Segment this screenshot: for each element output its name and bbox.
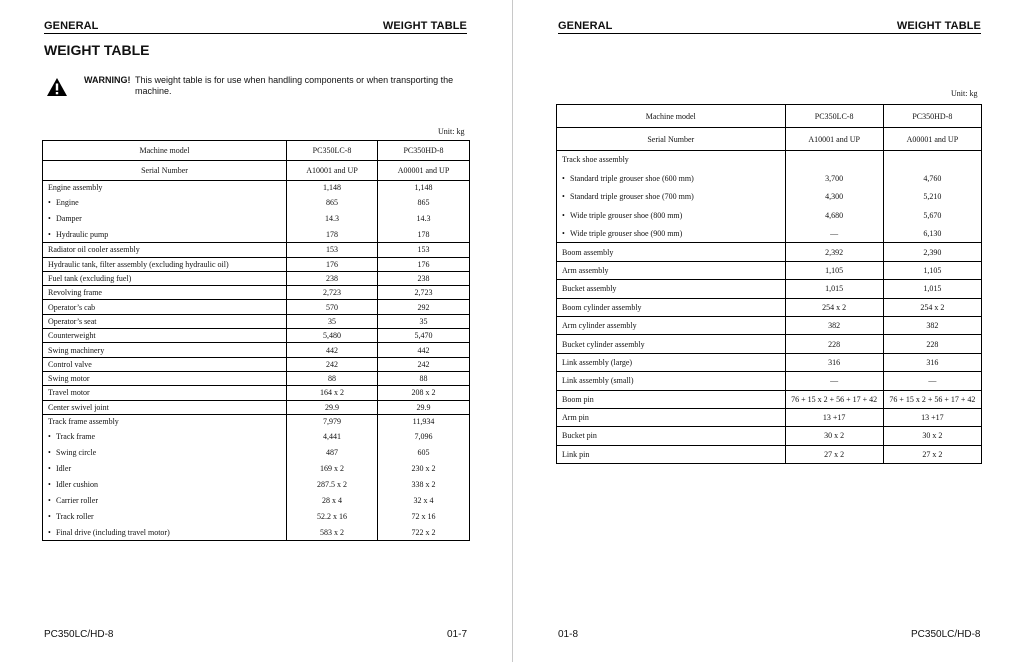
weight-value-cell: 2,390 [883,243,981,261]
weight-value-cell: 7,096 [378,429,470,445]
component-label: Engine [56,198,79,208]
component-cell [43,286,287,300]
component-cell [557,243,786,261]
component-label: Arm assembly [562,265,609,275]
component-label: Bucket pin [562,431,597,441]
table-header-row [557,105,982,128]
weight-value-cell: 14.3 [378,211,470,227]
weight-value-cell: 382 [785,316,883,334]
weight-value-cell: 242 [287,357,378,371]
weight-value-cell: 30 x 2 [883,427,981,445]
component-cell [43,414,287,428]
weight-value-cell: 7,979 [287,414,378,428]
component-cell [43,509,287,525]
component-cell [557,261,786,279]
component-label: Hydraulic pump [56,230,109,240]
weight-value-cell: — [785,224,883,243]
component-cell [43,329,287,343]
component-label: Track frame assembly [48,417,119,427]
component-label: Arm cylinder assembly [562,321,637,331]
weight-value-cell: 6,130 [883,224,981,243]
bullet-icon: • [562,173,565,183]
component-cell [43,195,287,211]
component-label: Link assembly (small) [562,376,634,386]
component-cell [43,493,287,509]
component-cell [43,211,287,227]
component-label: Damper [56,214,82,224]
weight-value-cell: 442 [287,343,378,357]
table-row [557,316,982,334]
weight-value-cell: 865 [287,195,378,211]
weight-value-cell: 169 x 2 [287,461,378,477]
table-header-cell: Serial Number [43,161,287,181]
table-header-cell: A10001 and UP [287,161,378,181]
component-label: Track frame [56,432,96,442]
warning-icon [46,77,68,97]
component-label: Counterweight [48,331,96,341]
component-cell [557,372,786,390]
component-label: Boom pin [562,394,594,404]
component-cell [557,169,786,188]
component-cell [43,314,287,328]
component-cell [43,371,287,385]
component-cell [557,224,786,243]
component-cell [557,151,786,169]
component-label: Engine assembly [48,183,103,193]
component-label: Boom cylinder assembly [562,302,642,312]
table-row [43,461,470,477]
weight-value-cell: 176 [378,257,470,271]
weight-value-cell: 228 [785,335,883,353]
table-row [43,286,470,300]
component-label: Bucket assembly [562,284,617,294]
weight-value-cell: 76 + 15 x 2 + 56 + 17 + 42 [883,390,981,408]
weight-value-cell: 442 [378,343,470,357]
component-cell [557,445,786,463]
component-label: Hydraulic tank, filter assembly (excluding hydraulic oil) [48,259,229,269]
weight-value-cell: 3,700 [785,169,883,188]
weight-value-cell: 13 +17 [785,408,883,426]
component-cell [557,316,786,334]
table-header-cell: A00001 and UP [883,128,981,151]
component-label: Swing motor [48,374,90,384]
table-header-cell: A10001 and UP [785,128,883,151]
table-row [43,477,470,493]
component-label: Travel motor [48,388,90,398]
page-title: WEIGHT TABLE [44,42,150,58]
weight-value-cell: 27 x 2 [883,445,981,463]
weight-value-cell: 164 x 2 [287,386,378,400]
weight-value-cell: 1,015 [883,280,981,298]
bullet-icon: • [48,512,51,522]
weight-value-cell: 382 [883,316,981,334]
table-row [43,357,470,371]
component-label: Fuel tank (excluding fuel) [48,274,132,284]
component-label: Bucket cylinder assembly [562,339,645,349]
table-header-cell: Machine model [43,141,287,161]
bullet-icon: • [48,214,51,224]
component-label: Track shoe assembly [562,155,629,165]
table-row [557,390,982,408]
weight-value-cell: 316 [785,353,883,371]
page-header [558,20,981,34]
header-section: GENERAL [558,20,613,32]
component-label: Swing machinery [48,345,105,355]
table-row [43,329,470,343]
weight-value-cell: 28 x 4 [287,493,378,509]
weight-value-cell: 487 [287,445,378,461]
weight-value-cell: 14.3 [287,211,378,227]
table-header-cell: PC350LC-8 [287,141,378,161]
weight-value-cell: 316 [883,353,981,371]
table-row [557,261,982,279]
bullet-icon: • [48,432,51,442]
table-row [557,408,982,426]
weight-value-cell: 2,723 [378,286,470,300]
footer-page-number: 01-7 [447,629,468,640]
weight-value-cell: 292 [378,300,470,314]
component-label: Swing circle [56,448,97,458]
table-row [43,445,470,461]
weight-value-cell: 583 x 2 [287,525,378,541]
weight-table-left [42,140,470,541]
unit-label: Unit: kg [438,127,465,136]
component-cell [557,427,786,445]
table-row [43,243,470,257]
component-label: Idler [56,464,72,474]
weight-value-cell: 30 x 2 [785,427,883,445]
weight-value-cell: 153 [287,243,378,257]
weight-value-cell: 29.9 [287,400,378,414]
page-header [44,20,467,34]
table-row [557,353,982,371]
weight-value-cell: 176 [287,257,378,271]
table-row [43,509,470,525]
component-label: Track roller [56,512,94,522]
component-cell [557,335,786,353]
component-label: Center swivel joint [48,402,109,412]
table-header-row [43,161,470,181]
component-cell [43,400,287,414]
table-row [43,414,470,428]
table-header-row [557,128,982,151]
table-row [43,181,470,195]
weight-value-cell: 178 [378,227,470,243]
weight-value-cell: 11,934 [378,414,470,428]
table-header-cell: Serial Number [557,128,786,151]
weight-value-cell: 27 x 2 [785,445,883,463]
weight-value-cell: 4,760 [883,169,981,188]
bullet-icon: • [48,527,51,537]
table-row [43,493,470,509]
weight-value-cell: 72 x 16 [378,509,470,525]
bullet-icon: • [48,448,51,458]
table-row [557,372,982,390]
weight-value-cell: 4,441 [287,429,378,445]
weight-value-cell: 5,480 [287,329,378,343]
weight-value-cell: 13 +17 [883,408,981,426]
weight-value-cell: 238 [378,271,470,285]
component-label: Final drive (including travel motor) [56,527,170,537]
component-label: Radiator oil cooler assembly [48,245,140,255]
weight-value-cell: 570 [287,300,378,314]
component-cell [43,525,287,541]
weight-value-cell: 29.9 [378,400,470,414]
component-label: Standard triple grouser shoe (700 mm) [570,192,694,202]
weight-value-cell: 1,148 [287,181,378,195]
weight-value-cell: 35 [378,314,470,328]
component-label: Standard triple grouser shoe (600 mm) [570,173,694,183]
component-label: Arm pin [562,413,589,423]
table-row [43,343,470,357]
component-cell [43,357,287,371]
table-row [557,243,982,261]
bullet-icon: • [562,228,565,238]
component-label: Boom assembly [562,247,614,257]
component-cell [43,271,287,285]
weight-value-cell [785,151,883,169]
weight-value-cell: — [883,372,981,390]
weight-value-cell: 32 x 4 [378,493,470,509]
component-cell [43,343,287,357]
weight-value-cell: 76 + 15 x 2 + 56 + 17 + 42 [785,390,883,408]
component-cell [43,477,287,493]
table-row [43,211,470,227]
component-cell [557,390,786,408]
weight-value-cell: 722 x 2 [378,525,470,541]
weight-value-cell: 88 [287,371,378,385]
table-row [557,427,982,445]
header-topic: WEIGHT TABLE [382,20,467,32]
weight-value-cell: 242 [378,357,470,371]
component-cell [43,243,287,257]
component-cell [43,461,287,477]
table-row [43,400,470,414]
bullet-icon: • [48,198,51,208]
weight-value-cell: — [785,372,883,390]
component-cell [557,353,786,371]
component-cell [557,298,786,316]
table-row [557,187,982,206]
table-header-cell: Machine model [557,105,786,128]
header-topic: WEIGHT TABLE [896,20,981,32]
warning-label: WARNING! [84,75,131,85]
table-row [43,257,470,271]
weight-table-right [556,104,982,464]
bullet-icon: • [48,464,51,474]
table-header-cell: PC350LC-8 [785,105,883,128]
component-cell [43,386,287,400]
weight-value-cell: 2,723 [287,286,378,300]
weight-value-cell: 4,680 [785,206,883,225]
table-row [557,151,982,169]
warning-text: This weight table is for use when handling components or when transporting the machine. [135,75,454,96]
component-cell [43,181,287,195]
header-section: GENERAL [44,20,99,32]
component-cell [557,280,786,298]
weight-value-cell: 1,105 [883,261,981,279]
weight-value-cell [883,151,981,169]
component-cell [557,408,786,426]
component-cell [43,445,287,461]
weight-value-cell: 238 [287,271,378,285]
component-cell [557,206,786,225]
table-row [43,386,470,400]
table-row [43,525,470,541]
weight-value-cell: 5,470 [378,329,470,343]
weight-value-cell: 1,105 [785,261,883,279]
bullet-icon: • [562,210,565,220]
weight-value-cell: 5,670 [883,206,981,225]
component-cell [43,300,287,314]
weight-value-cell: 178 [287,227,378,243]
component-cell [557,187,786,206]
table-row [43,314,470,328]
weight-value-cell: 254 x 2 [883,298,981,316]
component-cell [43,429,287,445]
component-cell [43,257,287,271]
table-row [43,371,470,385]
table-row [43,429,470,445]
weight-value-cell: 2,392 [785,243,883,261]
weight-value-cell: 228 [883,335,981,353]
table-row [557,298,982,316]
unit-label: Unit: kg [951,89,978,98]
table-row [557,206,982,225]
weight-value-cell: 35 [287,314,378,328]
table-row [43,271,470,285]
weight-value-cell: 287.5 x 2 [287,477,378,493]
weight-value-cell: 1,148 [378,181,470,195]
bullet-icon: • [48,480,51,490]
weight-value-cell: 1,015 [785,280,883,298]
weight-value-cell: 208 x 2 [378,386,470,400]
table-row [43,300,470,314]
component-label: Operator’s seat [48,316,97,326]
component-label: Operator’s cab [48,302,96,312]
component-label: Idler cushion [56,480,98,490]
footer-model: PC350LC/HD-8 [911,629,981,640]
table-row [557,335,982,353]
weight-value-cell: 4,300 [785,187,883,206]
component-label: Link assembly (large) [562,357,633,367]
weight-value-cell: 254 x 2 [785,298,883,316]
component-label: Wide triple grouser shoe (900 mm) [570,228,683,238]
component-label: Carrier roller [56,496,98,506]
table-row [557,224,982,243]
footer-model: PC350LC/HD-8 [44,629,114,640]
bullet-icon: • [48,230,51,240]
weight-value-cell: 865 [378,195,470,211]
weight-value-cell: 338 x 2 [378,477,470,493]
table-row [557,169,982,188]
table-row [557,445,982,463]
component-label: Control valve [48,359,92,369]
table-header-cell: PC350HD-8 [883,105,981,128]
weight-value-cell: 230 x 2 [378,461,470,477]
table-header-row [43,141,470,161]
component-cell [43,227,287,243]
table-row [557,280,982,298]
weight-value-cell: 605 [378,445,470,461]
table-row [43,227,470,243]
table-header-cell: A00001 and UP [378,161,470,181]
table-row [43,195,470,211]
table-header-cell: PC350HD-8 [378,141,470,161]
component-label: Link pin [562,449,590,459]
component-label: Revolving frame [48,288,102,298]
weight-value-cell: 52.2 x 16 [287,509,378,525]
bullet-icon: • [562,192,565,202]
component-label: Wide triple grouser shoe (800 mm) [570,210,683,220]
weight-value-cell: 88 [378,371,470,385]
weight-value-cell: 153 [378,243,470,257]
bullet-icon: • [48,496,51,506]
footer-page-number: 01-8 [558,629,579,640]
weight-value-cell: 5,210 [883,187,981,206]
